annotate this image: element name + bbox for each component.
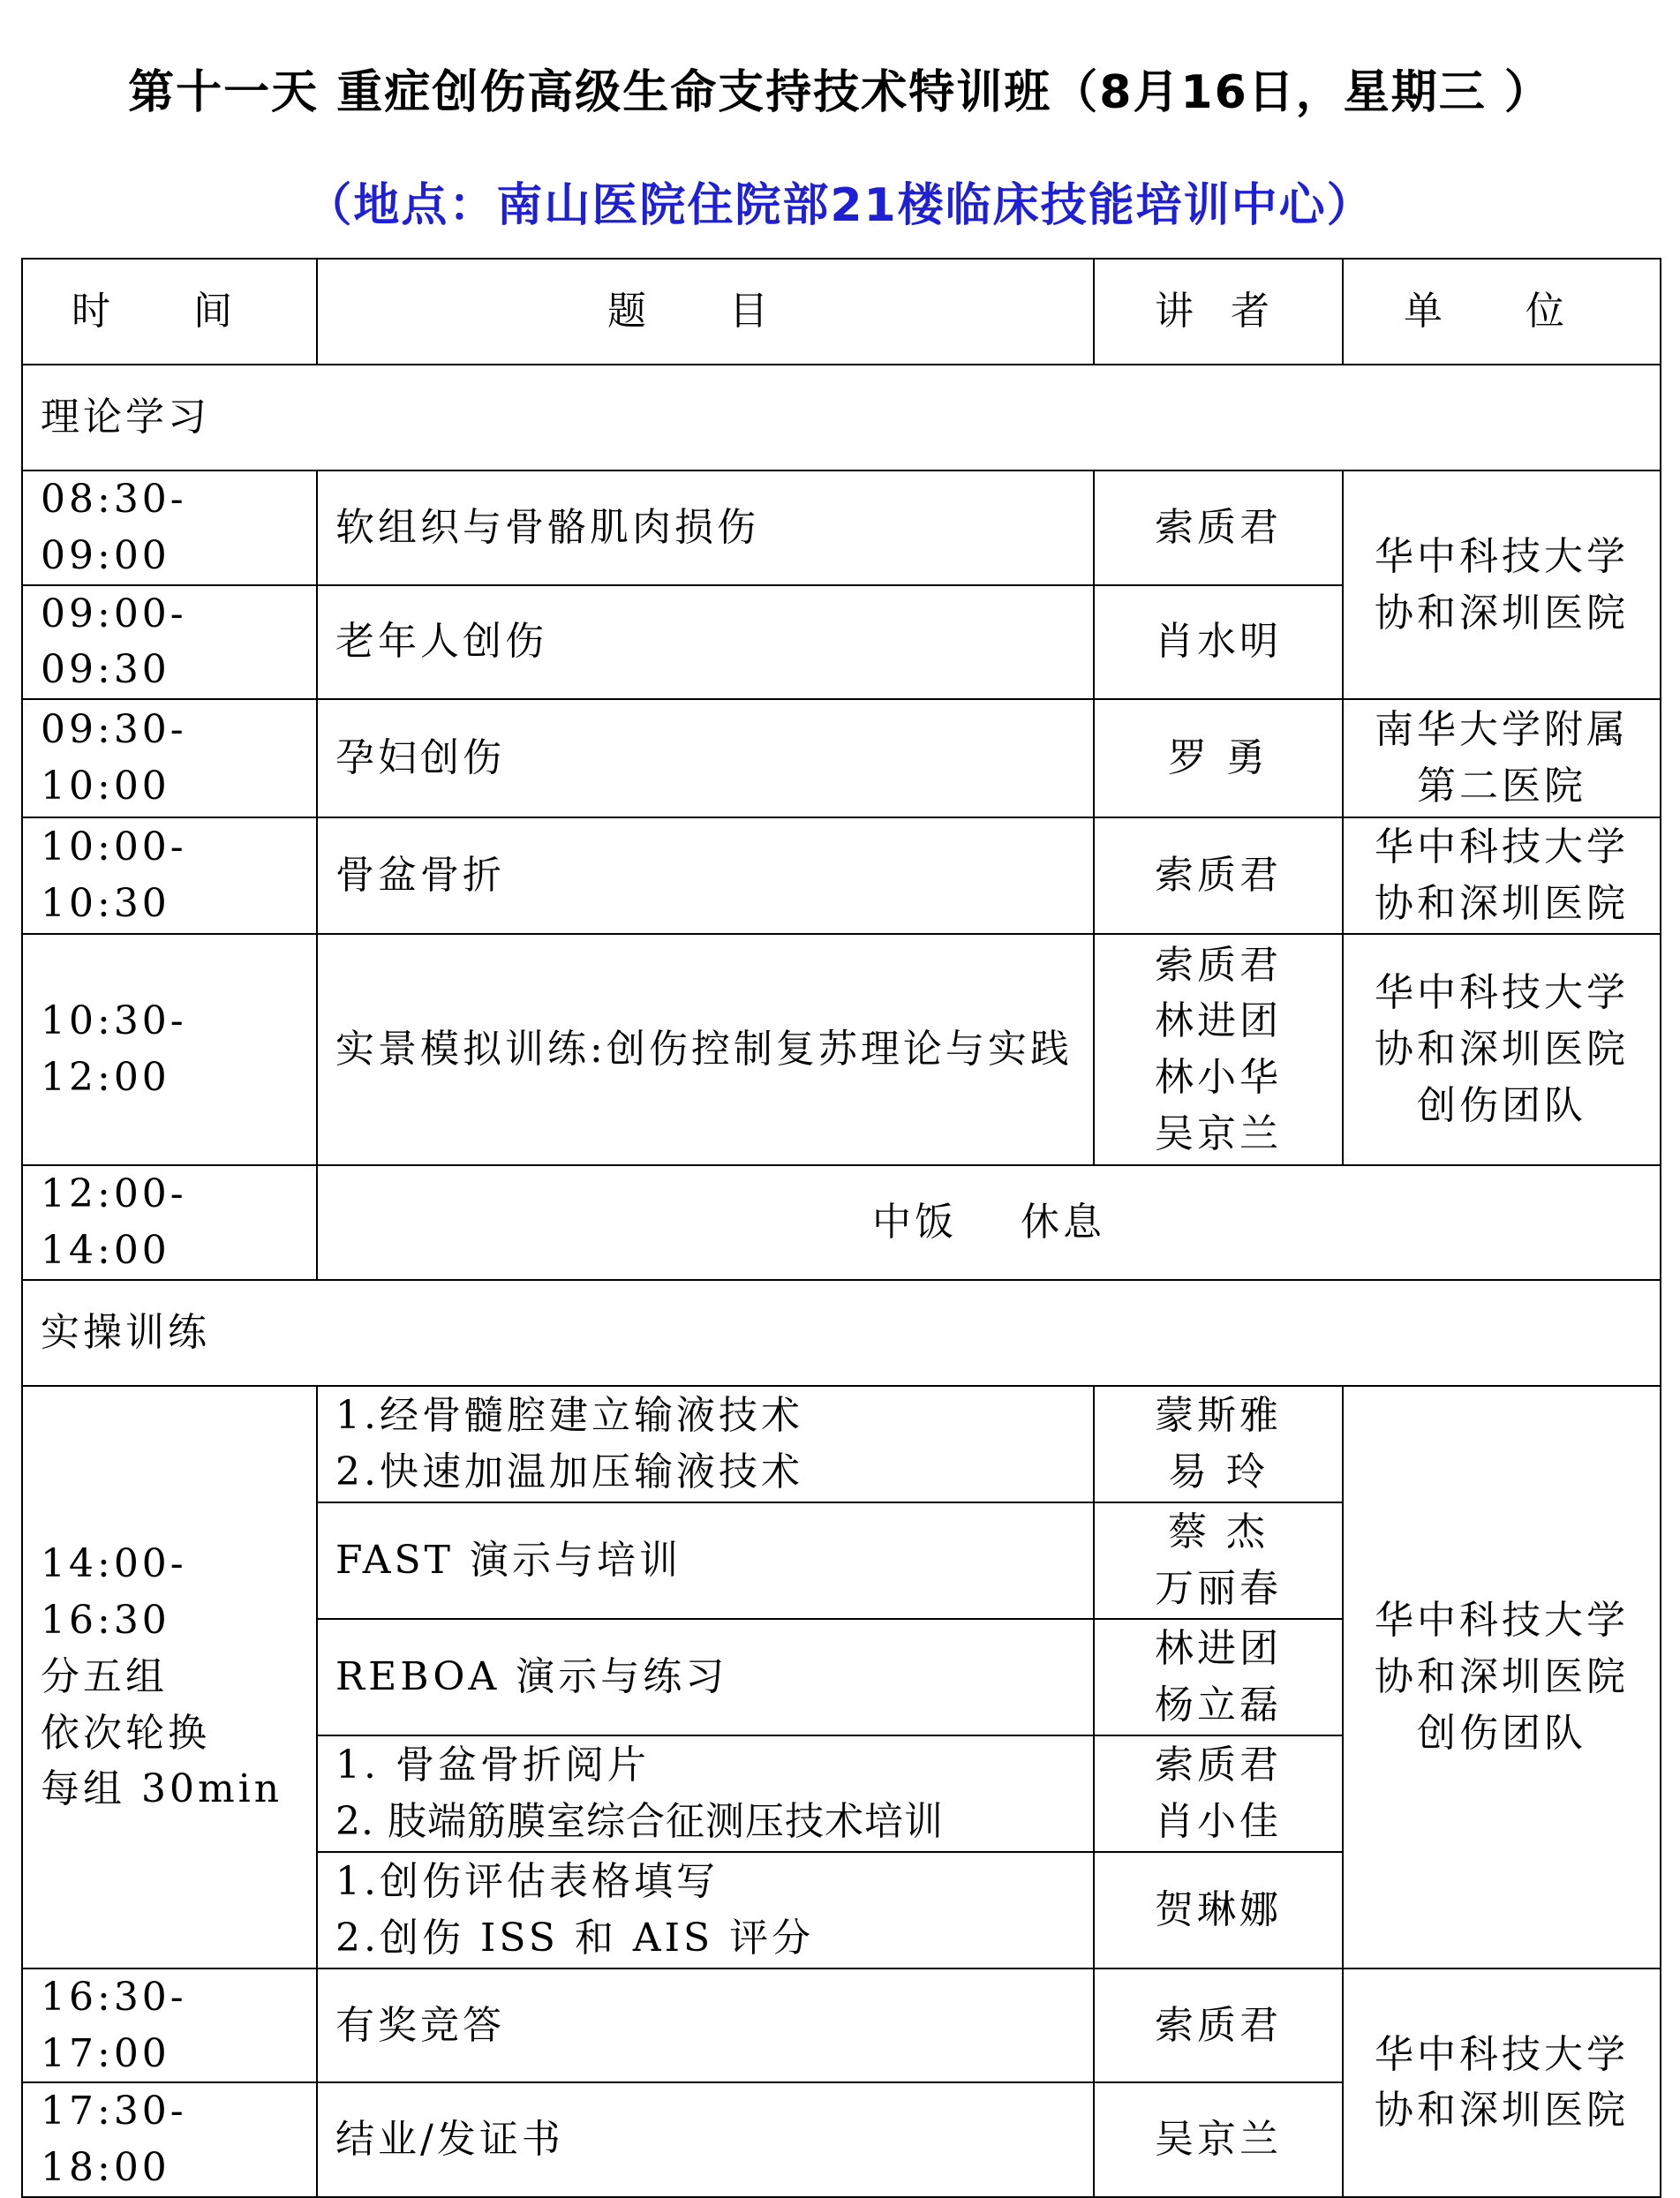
group-speaker: 贺琳娜 xyxy=(1094,1852,1343,1968)
row-time: 17:30-18:00 xyxy=(22,2082,317,2197)
table-row xyxy=(22,934,1661,1165)
table-row xyxy=(22,699,1661,817)
group-speaker: 蒙斯雅 易 玲 xyxy=(1094,1386,1343,1502)
group-speaker: 索质君 肖小佳 xyxy=(1094,1735,1343,1852)
row-speaker: 肖水明 xyxy=(1094,585,1343,700)
header-speaker: 讲 者 xyxy=(1094,259,1343,365)
row-speaker: 索质君 xyxy=(1094,470,1343,585)
row-time: 10:00-10:30 xyxy=(22,817,317,934)
practice-unit: 华中科技大学 协和深圳医院 创伤团队 xyxy=(1343,1386,1661,1968)
page-title: 第十一天 重症创伤高级生命支持技术特训班（8月16日，星期三 ） xyxy=(128,66,1552,119)
header-unit: 单 位 xyxy=(1343,259,1661,365)
row-topic: 骨盆骨折 xyxy=(317,817,1094,934)
row-time: 10:30-12:00 xyxy=(22,934,317,1165)
group-topic: REBOA 演示与练习 xyxy=(317,1619,1094,1735)
section-theory: 理论学习 xyxy=(22,365,1661,470)
section-practice: 实操训练 xyxy=(22,1280,1661,1386)
row-unit: 华中科技大学 协和深圳医院 xyxy=(1343,470,1661,699)
row-topic: 软组织与骨骼肌肉损伤 xyxy=(317,470,1094,585)
table-row xyxy=(22,817,1661,934)
lunch-time: 12:00-14:00 xyxy=(22,1165,317,1280)
group-topic: 1. 骨盆骨折阅片 2. 肢端筋膜室综合征测压技术培训 xyxy=(317,1735,1094,1852)
section-row xyxy=(22,1280,1661,1386)
lunch-row xyxy=(22,1165,1661,1280)
row-speaker: 索质君 林进团 林小华 吴京兰 xyxy=(1094,934,1343,1165)
table-row xyxy=(22,1968,1661,2083)
group-topic: FAST 演示与培训 xyxy=(317,1502,1094,1619)
header-topic: 题 目 xyxy=(317,259,1094,365)
row-topic: 结业/发证书 xyxy=(317,2082,1094,2197)
row-time: 08:30-09:00 xyxy=(22,470,317,585)
row-unit: 华中科技大学 协和深圳医院 创伤团队 xyxy=(1343,934,1661,1165)
row-unit: 南华大学附属 第二医院 xyxy=(1343,699,1661,817)
row-speaker: 索质君 xyxy=(1094,817,1343,934)
group-topic: 1.创伤评估表格填写 2.创伤 ISS 和 AIS 评分 xyxy=(317,1852,1094,1968)
row-speaker: 吴京兰 xyxy=(1094,2082,1343,2197)
row-unit: 华中科技大学 协和深圳医院 xyxy=(1343,1968,1661,2197)
lunch-label: 中饭 休息 xyxy=(317,1165,1661,1280)
schedule-table xyxy=(21,258,1661,2198)
group-speaker: 蔡 杰 万丽春 xyxy=(1094,1502,1343,1619)
row-unit: 华中科技大学 协和深圳医院 xyxy=(1343,817,1661,934)
row-topic: 孕妇创伤 xyxy=(317,699,1094,817)
row-time: 16:30-17:00 xyxy=(22,1968,317,2083)
row-speaker: 索质君 xyxy=(1094,1968,1343,2083)
section-row xyxy=(22,365,1661,470)
header-time: 时 间 xyxy=(22,259,317,365)
table-row xyxy=(22,470,1661,585)
row-time: 09:00-09:30 xyxy=(22,585,317,700)
header-row xyxy=(22,259,1661,365)
practice-time: 14:00-16:30 分五组 依次轮换 每组 30min xyxy=(22,1386,317,1968)
row-topic: 实景模拟训练:创伤控制复苏理论与实践 xyxy=(317,934,1094,1165)
group-speaker: 林进团 杨立磊 xyxy=(1094,1619,1343,1735)
row-topic: 有奖竞答 xyxy=(317,1968,1094,2083)
table-row xyxy=(22,1386,1661,1502)
group-topic: 1.经骨髓腔建立输液技术 2.快速加温加压输液技术 xyxy=(317,1386,1094,1502)
row-topic: 老年人创伤 xyxy=(317,585,1094,700)
row-speaker: 罗 勇 xyxy=(1094,699,1343,817)
location-subtitle: （地点：南山医院住院部21楼临床技能培训中心） xyxy=(305,179,1375,232)
row-time: 09:30-10:00 xyxy=(22,699,317,817)
